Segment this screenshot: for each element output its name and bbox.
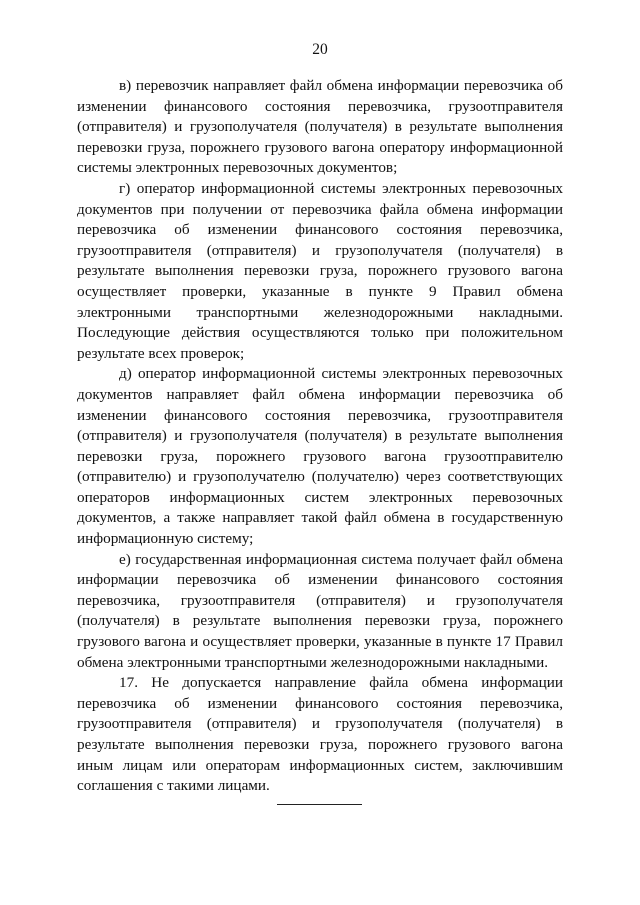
paragraph-e: е) государственная информационная система получает файл обмена информации перевозчика об изменении финансового состояния перевозчика, грузоотправителя (отправителя) и грузополучателя (получателя) в результате выполнения перевозки груза, порожнего грузового вагона и осуществляет проверки, указанные в пункте 17 Правил обмена электронными транспортными железнодорожными накладными. xyxy=(77,550,563,671)
page-number: 20 xyxy=(312,41,328,58)
paragraph-v: в) перевозчик направляет файл обмена информации перевозчика об изменении финансового состояния перевозчика, грузоотправителя (отправителя) и грузополучателя (получателя) в результате выполнения перевозки груза, порожнего грузового вагона оператору информационной системы электронных перевозочных документов; xyxy=(77,77,563,177)
footer-divider xyxy=(277,804,362,805)
document-body xyxy=(77,76,563,797)
paragraph-g: г) оператор информационной системы электронных перевозочных документов при получении от перевозчика файла обмена информации перевозчика об изменении финансового состояния перевозчика, грузоотправителя (отправителя) и грузополучателя (получателя) в результате выполнения перевозки груза, порожнего грузового вагона осуществляет проверки, указанные в пункте 9 Правил обмена электронными транспортными железнодорожными накладными. Последующие действия осуществляются только при положительном результате всех проверок; xyxy=(77,179,563,362)
paragraph-d: д) оператор информационной системы электронных перевозочных документов направляет файл обмена информации перевозчика об изменении финансового состояния перевозчика, грузоотправителя (отправителя) и грузополучателя (получателя) в результате выполнения перевозки груза, порожнего грузового вагона грузоотправителю (отправителю) и грузополучателю (получателю) через соответствующих операторов информационных систем электронных перевозочных документов, а также направляет такой файл обмена в государственную информационную систему; xyxy=(77,365,563,548)
paragraph-17: 17. Не допускается направление файла обмена информации перевозчика об изменении финансового состояния перевозчика, грузоотправителя (отправителя) и грузополучателя (получателя) в результате выполнения перевозки груза, порожнего грузового вагона иным лицам или операторам информационных систем, заключившим соглашения с такими лицами. xyxy=(77,674,563,795)
